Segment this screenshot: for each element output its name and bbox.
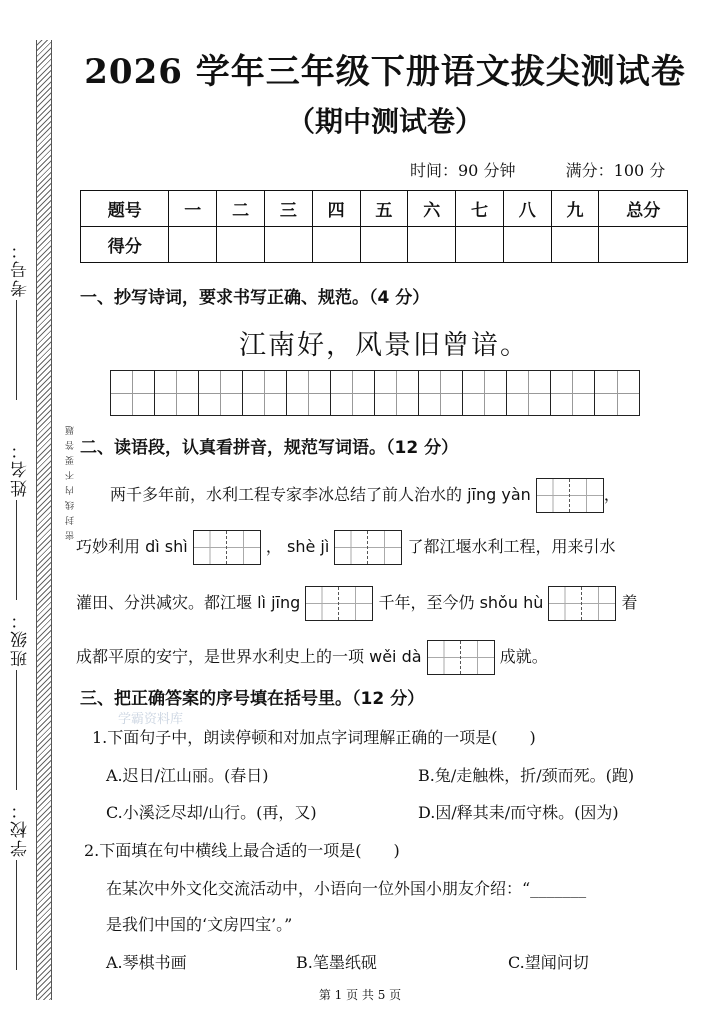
class-line [16, 670, 17, 790]
question-1: 1.下面句子中，朗读停顿和对加点字词理解正确的一项是( ) [92, 728, 536, 747]
copy-cell[interactable] [199, 371, 243, 415]
score-header-cell: 五 [360, 191, 408, 227]
copy-cell[interactable] [155, 371, 199, 415]
answer-box[interactable] [427, 640, 495, 675]
copy-cell[interactable] [595, 371, 639, 415]
q2-option-c[interactable]: C.望闻问切 [508, 953, 589, 972]
doc-subtitle: （期中测试卷） [286, 105, 483, 138]
q1-option-d[interactable]: D.因/释其耒/而守株。(因为) [418, 803, 619, 822]
passage-text: 成就。 [499, 647, 548, 666]
passage-line-2 [76, 530, 616, 565]
exam-no-line [16, 300, 17, 400]
pinyin-label: dì shì [145, 537, 188, 556]
score-table-header-row [81, 191, 688, 227]
score-cell[interactable] [312, 227, 360, 263]
copy-cell[interactable] [331, 371, 375, 415]
passage-text: ， [603, 485, 620, 504]
watermark: 学霸资料库 [118, 712, 184, 727]
answer-box[interactable] [305, 586, 373, 621]
q2-option-b[interactable]: B.笔墨纸砚 [296, 953, 377, 972]
score-cell[interactable] [169, 227, 217, 263]
q2-option-a[interactable]: A.琴棋书画 [106, 953, 187, 972]
answer-box[interactable] [548, 586, 616, 621]
q1-option-b[interactable]: B.兔/走触株，折/颈而死。(跑) [418, 766, 635, 785]
copy-cell[interactable] [419, 371, 463, 415]
answer-box[interactable] [193, 530, 261, 565]
copy-cell[interactable] [375, 371, 419, 415]
section2-heading: 二、读语段，认真看拼音，规范写词语。（12 分） [80, 438, 459, 458]
score-header-cell: 一 [169, 191, 217, 227]
score-cell[interactable] [360, 227, 408, 263]
full-score: 满分：100 分 [565, 161, 666, 180]
score-header-cell: 九 [551, 191, 599, 227]
copy-cell[interactable] [243, 371, 287, 415]
class-label: 班级： [11, 610, 31, 667]
passage-text: 成都平原的安宁，是世界水利史上的一项 [76, 647, 365, 666]
passage-line-1 [110, 478, 620, 513]
score-header-cell: 三 [264, 191, 312, 227]
time-limit: 时间：90 分钟 [410, 161, 516, 180]
doc-title: 2026 学年三年级下册语文拔尖测试卷 [84, 52, 686, 92]
score-header-cell: 八 [503, 191, 551, 227]
copy-cell[interactable] [111, 371, 155, 415]
pinyin-label: jīng yàn [467, 485, 531, 504]
seal-text: 密封线内不要答题 [66, 420, 76, 540]
score-table [80, 190, 688, 263]
score-header-cell: 四 [312, 191, 360, 227]
binding-rail [36, 40, 52, 1000]
passage-line-3 [76, 586, 638, 621]
page-footer: 第 1 页 共 5 页 [318, 988, 402, 1002]
name-line [16, 500, 17, 600]
score-cell[interactable] [408, 227, 456, 263]
score-cell[interactable] [551, 227, 599, 263]
pinyin-label: shè jì [287, 537, 330, 556]
section1-heading: 一、抄写诗词，要求书写正确、规范。（4 分） [80, 288, 430, 308]
score-header-cell: 七 [456, 191, 504, 227]
exam-meta [410, 158, 665, 181]
name-label: 姓名： [11, 440, 31, 497]
pinyin-label: wěi dà [369, 647, 422, 666]
q2-sentence-2: 是我们中国的‘文房四宝’。” [106, 915, 293, 934]
q1-option-c[interactable]: C.小溪泛尽却/山行。(再，又) [106, 803, 317, 822]
section3-heading: 三、把正确答案的序号填在括号里。（12 分） [80, 689, 425, 709]
score-cell[interactable] [599, 227, 688, 263]
passage-text: 了都江堰水利工程，用来引水 [407, 537, 616, 556]
answer-box[interactable] [536, 478, 604, 513]
passage-text: 两千多年前，水利工程专家李冰总结了前人治水的 [110, 485, 463, 504]
exam-no-label: 考号： [11, 240, 31, 297]
passage-text: ， [265, 537, 282, 556]
passage-line-4 [76, 640, 548, 675]
question-2: 2.下面填在句中横线上最合适的一项是( ) [84, 841, 400, 860]
score-header-cell: 题号 [81, 191, 169, 227]
copy-cell[interactable] [463, 371, 507, 415]
score-cell[interactable] [264, 227, 312, 263]
score-cell[interactable] [456, 227, 504, 263]
q1-option-a[interactable]: A.迟日/江山丽。(春日) [106, 766, 269, 785]
passage-text: 灌田、分洪减灾。都江堰 [76, 593, 253, 612]
passage-text: 着 [621, 593, 638, 612]
poem-line: 江南好，风景旧曾谙。 [239, 330, 529, 361]
passage-text: 千年，至今仍 [378, 593, 475, 612]
score-header-cell: 总分 [599, 191, 688, 227]
score-table-score-row [81, 227, 688, 263]
answer-box[interactable] [334, 530, 402, 565]
copy-cell[interactable] [551, 371, 595, 415]
q2-sentence-1: 在某次中外文化交流活动中，小语向一位外国小朋友介绍：“_______ [106, 879, 587, 898]
pinyin-label: lì jīng [257, 593, 301, 612]
passage-text: 巧妙利用 [76, 537, 141, 556]
copy-cell[interactable] [287, 371, 331, 415]
copy-cell[interactable] [507, 371, 551, 415]
score-cell[interactable] [503, 227, 551, 263]
score-header-cell: 六 [408, 191, 456, 227]
score-header-cell: 二 [217, 191, 265, 227]
score-cell[interactable] [217, 227, 265, 263]
pinyin-label: shǒu hù [479, 593, 544, 612]
score-row-label: 得分 [81, 227, 169, 263]
school-label: 学校： [11, 800, 31, 857]
school-line [16, 860, 17, 970]
copy-grid[interactable] [110, 370, 640, 416]
